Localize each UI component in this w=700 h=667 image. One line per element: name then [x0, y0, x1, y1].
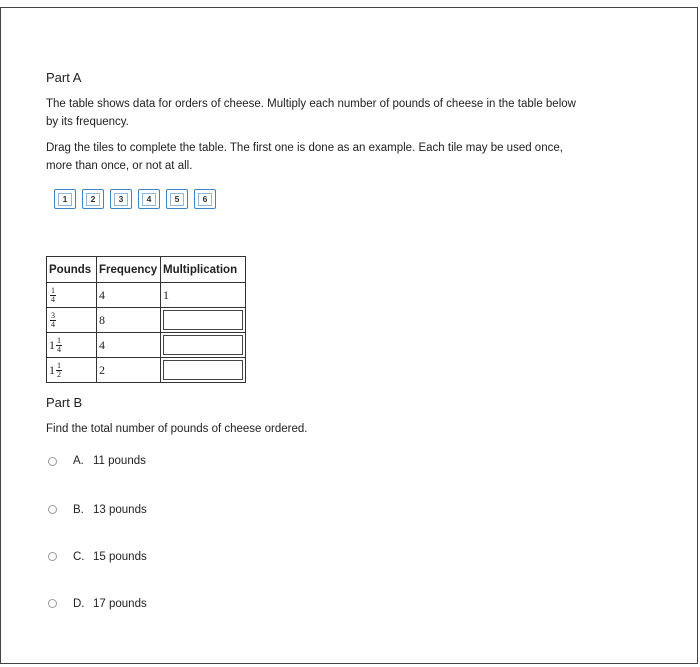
header-frequency: Frequency — [97, 257, 161, 283]
part-b-question: Find the total number of pounds of cheese ordered. — [46, 423, 308, 435]
pounds-whole: 1 — [49, 337, 55, 352]
radio-button[interactable] — [48, 505, 57, 514]
part-b-title: Part B — [46, 395, 83, 410]
table-row — [47, 333, 246, 358]
pounds-cell — [47, 358, 97, 383]
choice-letter: C. — [73, 550, 85, 563]
tile-4[interactable] — [138, 189, 160, 209]
tile-bank — [54, 189, 646, 209]
multiplication-cell: 1 — [161, 283, 246, 308]
instruction-line: more than once, or not at all. — [46, 160, 193, 172]
answer-choices — [46, 448, 646, 627]
instruction-line: by its frequency. — [46, 116, 129, 128]
pounds-cell — [47, 333, 97, 358]
tile-label: 6 — [198, 193, 212, 206]
radio-button[interactable] — [48, 552, 57, 561]
fraction-numerator: 1 — [57, 360, 61, 370]
question-content — [46, 70, 646, 627]
choice-text: 15 pounds — [93, 550, 147, 563]
drop-target[interactable] — [163, 360, 243, 380]
tile-label: 2 — [86, 193, 100, 206]
fraction-denominator: 4 — [51, 294, 55, 304]
multiplication-cell — [161, 333, 246, 358]
drop-target[interactable] — [163, 310, 243, 330]
radio-button[interactable] — [48, 599, 57, 608]
instruction-line: Drag the tiles to complete the table. The first one is done as an example. Each tile may be used once, — [46, 142, 563, 154]
tile-6[interactable] — [194, 189, 216, 209]
fraction-numerator: 1 — [51, 285, 55, 295]
tile-label: 5 — [170, 193, 184, 206]
tile-2[interactable] — [82, 189, 104, 209]
frequency-cell: 8 — [97, 308, 161, 333]
pounds-fraction — [50, 287, 56, 304]
tile-5[interactable] — [166, 189, 188, 209]
fraction-numerator: 3 — [51, 310, 55, 320]
part-b — [46, 395, 646, 627]
table-row — [47, 358, 246, 383]
fraction-denominator: 4 — [57, 344, 61, 354]
part-a-drag-instructions — [46, 139, 646, 175]
choice-d[interactable] — [46, 580, 646, 627]
table-row — [47, 283, 246, 308]
choice-letter: B. — [73, 503, 84, 516]
pounds-fraction — [50, 312, 56, 329]
header-pounds: Pounds — [47, 257, 97, 283]
tile-label: 3 — [114, 193, 128, 206]
instruction-line: The table shows data for orders of cheese. Multiply each number of pounds of cheese in the table below — [46, 98, 576, 110]
choice-text: 11 pounds — [93, 455, 146, 467]
pounds-cell — [47, 308, 97, 333]
choice-c[interactable] — [46, 533, 646, 580]
pounds-cell — [47, 283, 97, 308]
table-row — [47, 308, 246, 333]
part-a-title: Part A — [46, 70, 82, 85]
multiplication-cell — [161, 308, 246, 333]
tile-label: 4 — [142, 193, 156, 206]
multiplication-cell — [161, 358, 246, 383]
part-a-instructions — [46, 95, 646, 131]
frequency-cell: 4 — [97, 283, 161, 308]
choice-text: 17 pounds — [93, 597, 147, 610]
pounds-fraction — [56, 337, 62, 354]
radio-button[interactable] — [48, 457, 57, 466]
cheese-table — [46, 256, 246, 383]
tile-3[interactable] — [110, 189, 132, 209]
choice-a[interactable] — [46, 448, 646, 474]
drop-target[interactable] — [163, 335, 243, 355]
pounds-whole: 1 — [49, 362, 55, 377]
frequency-cell: 2 — [97, 358, 161, 383]
tile-label: 1 — [58, 193, 72, 206]
tile-1[interactable] — [54, 189, 76, 209]
choice-text: 13 pounds — [93, 503, 147, 516]
header-multiplication: Multiplication — [161, 257, 246, 283]
choice-b[interactable] — [46, 486, 646, 533]
choice-letter: D. — [73, 597, 85, 610]
frequency-cell: 4 — [97, 333, 161, 358]
choice-letter: A. — [73, 455, 84, 467]
fraction-denominator: 2 — [57, 369, 61, 379]
fraction-denominator: 4 — [51, 319, 55, 329]
fraction-numerator: 1 — [57, 335, 61, 345]
pounds-fraction — [56, 362, 62, 379]
